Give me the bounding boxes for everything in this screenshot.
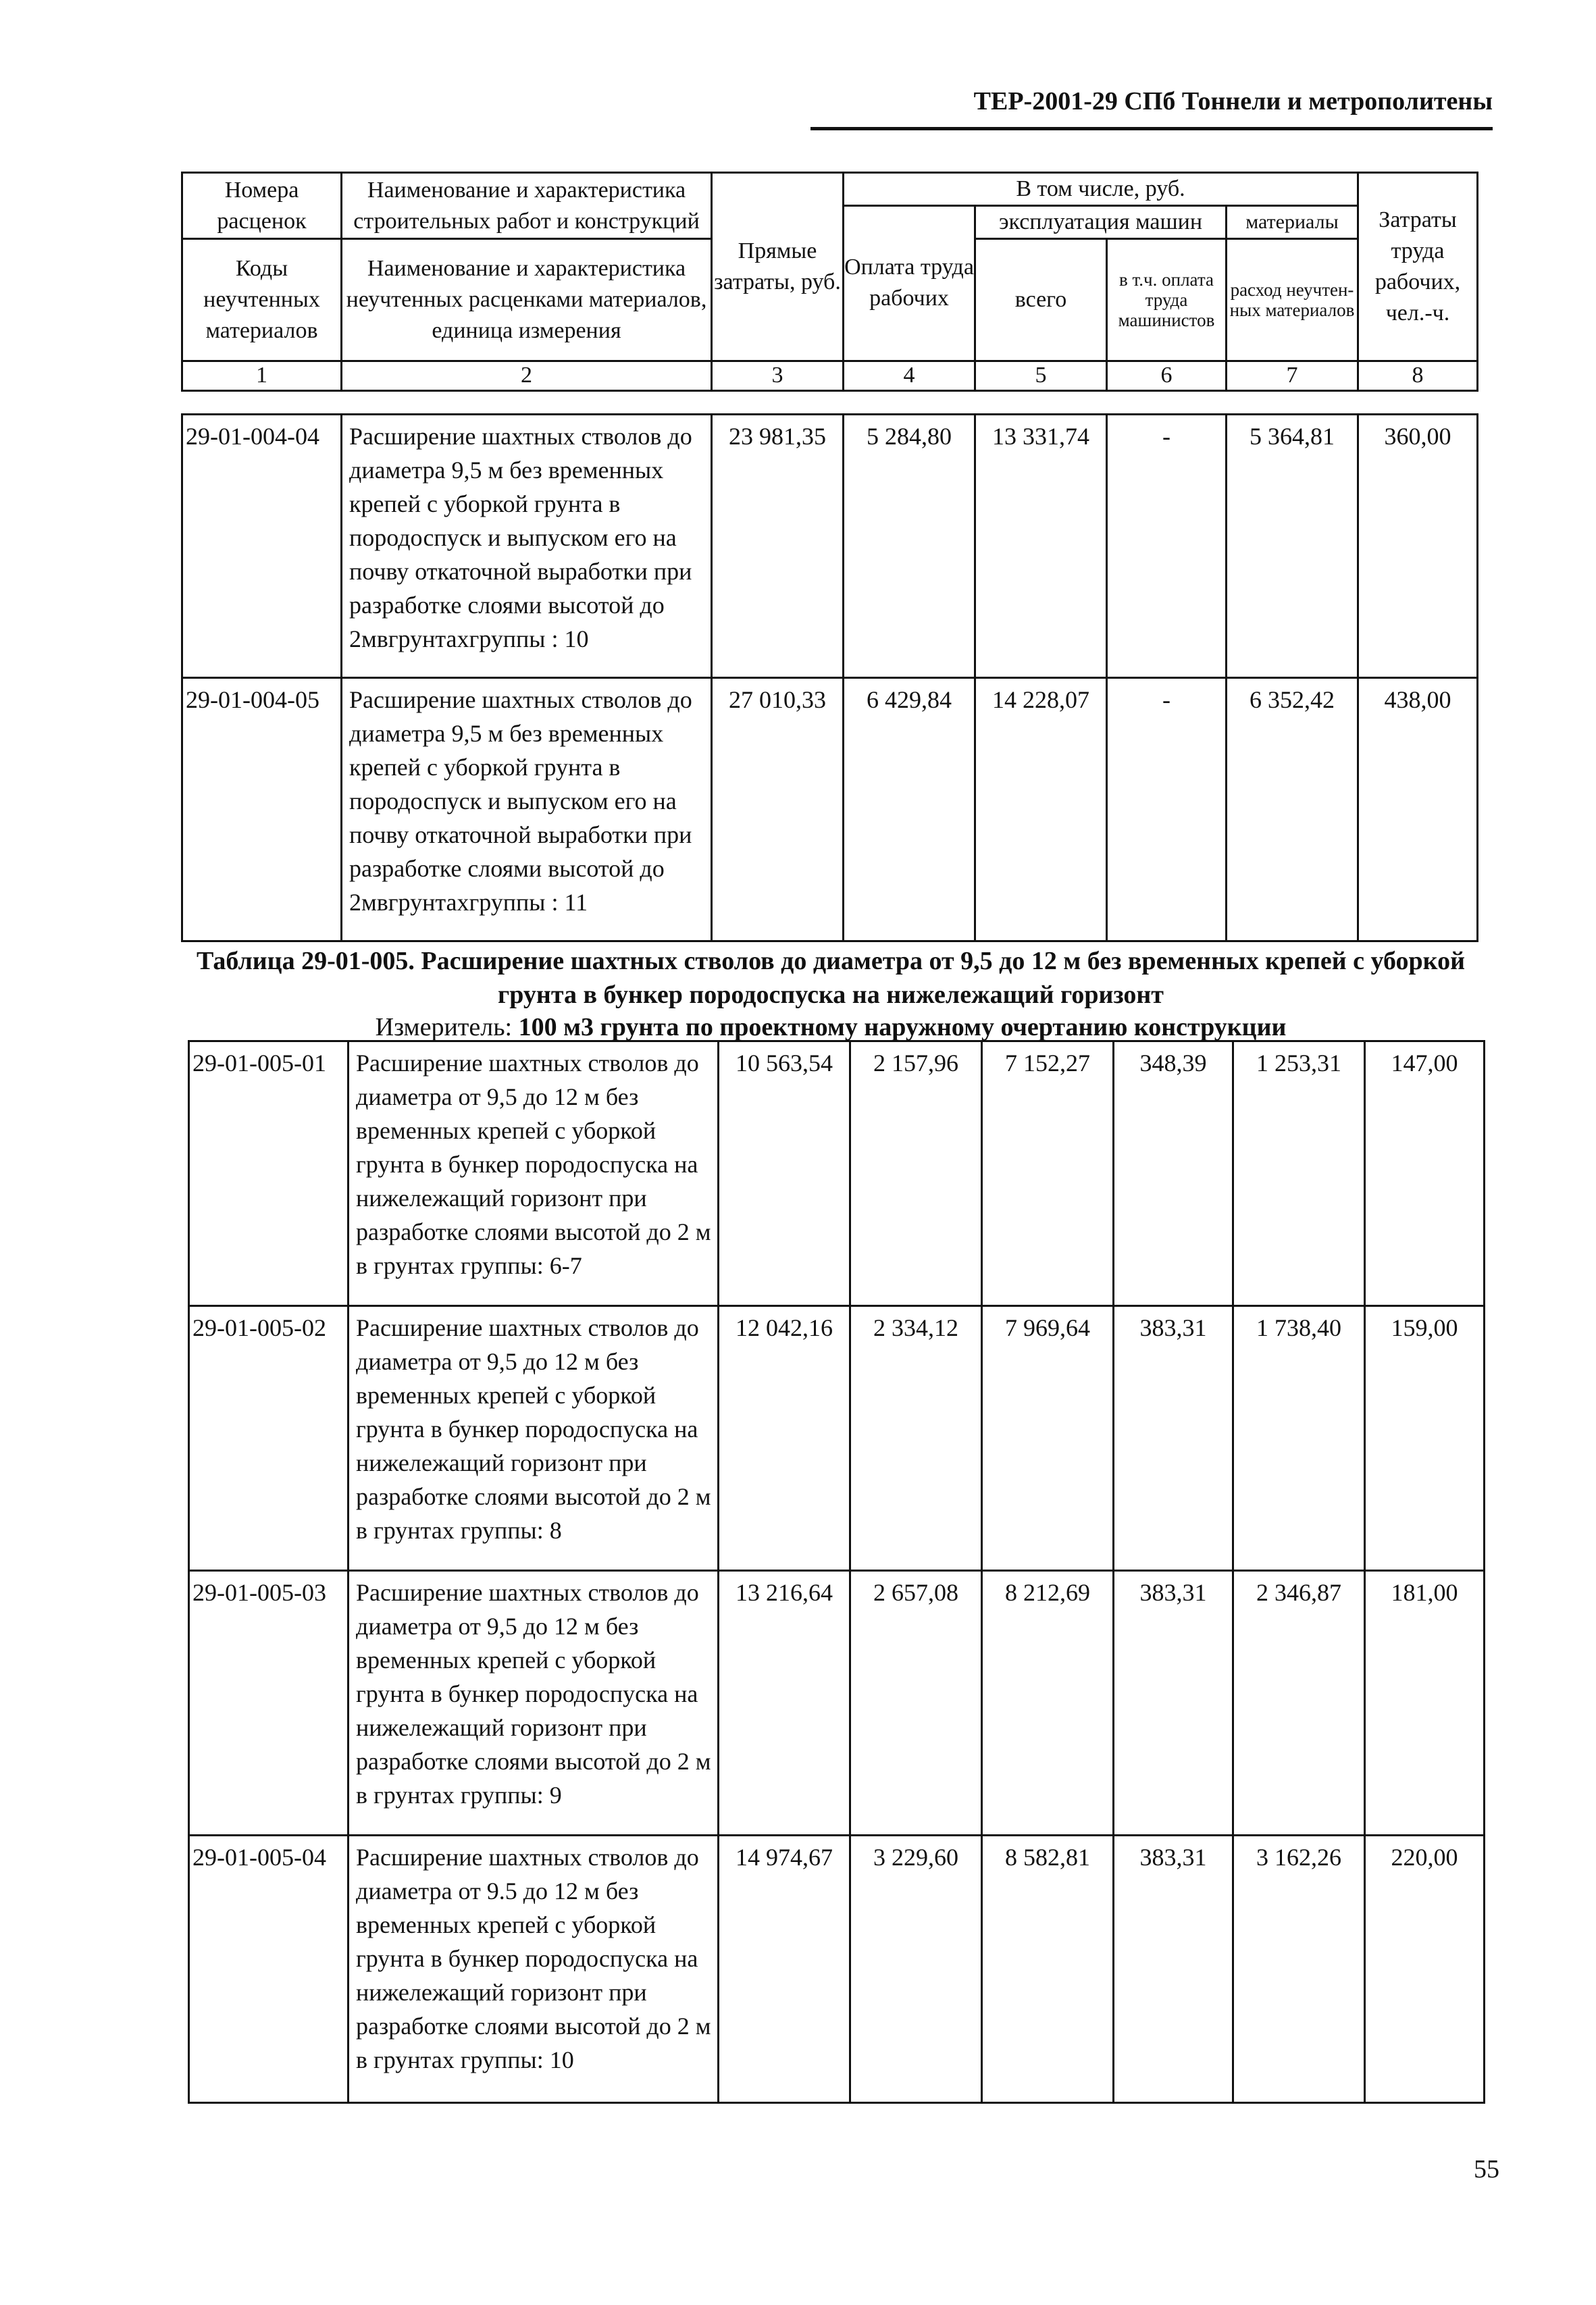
header-rule — [810, 127, 1493, 130]
materials-cost: 2 346,87 — [1233, 1571, 1365, 1836]
col-number: 5 — [975, 361, 1107, 390]
rate-description: Расширение шахтных стволов до диаметра 9,5 м без временных крепей с уборкой грунта в породоспуск и выпуском его на почву откаточной выработки при разработке слоями высотой до 2мвгрунтахгруппы : 10 — [342, 415, 712, 678]
table-row — [189, 1041, 1485, 1306]
rate-code: 29-01-005-02 — [189, 1306, 349, 1571]
rate-description: Расширение шахтных стволов до диаметра от 9,5 до 12 м без временных крепей с уборкой грунта в бункер породоспуска на нижележащий горизонт при разработке слоями высотой до 2 м в грунтах группы: 9 — [349, 1571, 719, 1836]
rate-description: Расширение шахтных стволов до диаметра от 9,5 до 12 м без временных крепей с уборкой грунта в бункер породоспуска на нижележащий горизонт при разработке слоями высотой до 2 м в грунтах группы: 6-7 — [349, 1041, 719, 1306]
col-number: 6 — [1107, 361, 1227, 390]
machines-wages: - — [1107, 678, 1227, 941]
rate-description: Расширение шахтных стволов до диаметра от 9,5 до 12 м без временных крепей с уборкой грунта в бункер породоспуска на нижележащий горизонт при разработке слоями высотой до 2 м в грунтах группы: 8 — [349, 1306, 719, 1571]
wages-cost: 6 429,84 — [844, 678, 975, 941]
materials-cost: 6 352,42 — [1227, 678, 1358, 941]
materials-cost: 1 253,31 — [1233, 1041, 1365, 1306]
col-code-bottom: Коды неучтенных материалов — [182, 239, 342, 361]
direct-cost: 14 974,67 — [719, 1836, 850, 2103]
labor-cost: 181,00 — [1365, 1571, 1485, 1836]
rate-code: 29-01-005-03 — [189, 1571, 349, 1836]
measure-label: Измеритель: — [375, 1013, 513, 1041]
machines-wages: 383,31 — [1114, 1571, 1233, 1836]
col-name-top: Наименование и характеристика строительных работ и конструкций — [342, 173, 712, 239]
rate-code: 29-01-004-04 — [182, 415, 342, 678]
machines-total: 13 331,74 — [975, 415, 1107, 678]
direct-cost: 13 216,64 — [719, 1571, 850, 1836]
rate-code: 29-01-004-05 — [182, 678, 342, 941]
table-row — [189, 1306, 1485, 1571]
machines-total: 14 228,07 — [975, 678, 1107, 941]
labor-cost: 360,00 — [1358, 415, 1478, 678]
rates-table-005 — [188, 1040, 1485, 2104]
col-direct: Прямые затраты, руб. — [712, 173, 844, 361]
materials-cost: 5 364,81 — [1227, 415, 1358, 678]
table-row — [182, 678, 1478, 941]
col-machines-total: всего — [975, 239, 1107, 361]
wages-cost: 5 284,80 — [844, 415, 975, 678]
page-number: 55 — [1474, 2155, 1499, 2183]
direct-cost: 27 010,33 — [712, 678, 844, 941]
machines-total: 8 212,69 — [982, 1571, 1114, 1836]
col-number: 8 — [1358, 361, 1478, 390]
col-name-bottom: Наименование и характеристика неучтенных расценками материалов, единица измерения — [342, 239, 712, 361]
wages-cost: 3 229,60 — [850, 1836, 982, 2103]
col-including: В том числе, руб. — [844, 173, 1358, 206]
table-row — [189, 1571, 1485, 1836]
materials-cost: 1 738,40 — [1233, 1306, 1365, 1571]
direct-cost: 10 563,54 — [719, 1041, 850, 1306]
col-number: 1 — [182, 361, 342, 390]
rate-description: Расширение шахтных стволов до диаметра 9,5 м без временных крепей с уборкой грунта в породоспуск и выпуском его на почву откаточной выработки при разработке слоями высотой до 2мвгрунтахгруппы : 11 — [342, 678, 712, 941]
machines-total: 7 152,27 — [982, 1041, 1114, 1306]
col-code-top: Номера расценок — [182, 173, 342, 239]
col-machines-wages: в т.ч. оплата труда машинистов — [1107, 239, 1227, 361]
col-number: 7 — [1227, 361, 1358, 390]
labor-cost: 147,00 — [1365, 1041, 1485, 1306]
measure-value: 100 м3 грунта по проектному наружному очертанию конструкции — [518, 1013, 1287, 1041]
rates-table-004 — [181, 413, 1478, 942]
wages-cost: 2 657,08 — [850, 1571, 982, 1836]
labor-cost: 159,00 — [1365, 1306, 1485, 1571]
machines-wages: 383,31 — [1114, 1306, 1233, 1571]
rate-code: 29-01-005-01 — [189, 1041, 349, 1306]
labor-cost: 438,00 — [1358, 678, 1478, 941]
column-header-table — [181, 172, 1478, 392]
machines-wages: - — [1107, 415, 1227, 678]
wages-cost: 2 334,12 — [850, 1306, 982, 1571]
running-header-title: ТЕР-2001-29 СПб Тоннели и метрополитены — [973, 87, 1493, 115]
table-row — [182, 415, 1478, 678]
col-wages: Оплата труда рабочих — [844, 206, 975, 361]
col-number: 2 — [342, 361, 712, 390]
table-row — [189, 1836, 1485, 2103]
machines-wages: 348,39 — [1114, 1041, 1233, 1306]
materials-cost: 3 162,26 — [1233, 1836, 1365, 2103]
rate-code: 29-01-005-04 — [189, 1836, 349, 2103]
col-labor: Затраты труда рабочих, чел.-ч. — [1358, 173, 1478, 361]
direct-cost: 12 042,16 — [719, 1306, 850, 1571]
col-number: 3 — [712, 361, 844, 390]
machines-total: 8 582,81 — [982, 1836, 1114, 2103]
table-caption: Таблица 29-01-005. Расширение шахтных стволов до диаметра от 9,5 до 12 м без временных крепей с уборкой грунта в бункер породоспуска на нижележащий горизонт — [197, 947, 1465, 1009]
col-materials: материалы — [1227, 206, 1358, 239]
wages-cost: 2 157,96 — [850, 1041, 982, 1306]
rate-description: Расширение шахтных стволов до диаметра от 9.5 до 12 м без временных крепей с уборкой грунта в бункер породоспуска на нижележащий горизонт при разработке слоями высотой до 2 м в грунтах группы: 10 — [349, 1836, 719, 2103]
labor-cost: 220,00 — [1365, 1836, 1485, 2103]
machines-wages: 383,31 — [1114, 1836, 1233, 2103]
col-number: 4 — [844, 361, 975, 390]
col-materials-unaccounted: расход неучтен-ных материалов — [1227, 239, 1358, 361]
col-machines: эксплуатация машин — [975, 206, 1227, 239]
direct-cost: 23 981,35 — [712, 415, 844, 678]
machines-total: 7 969,64 — [982, 1306, 1114, 1571]
measure-line — [189, 1010, 1472, 1044]
